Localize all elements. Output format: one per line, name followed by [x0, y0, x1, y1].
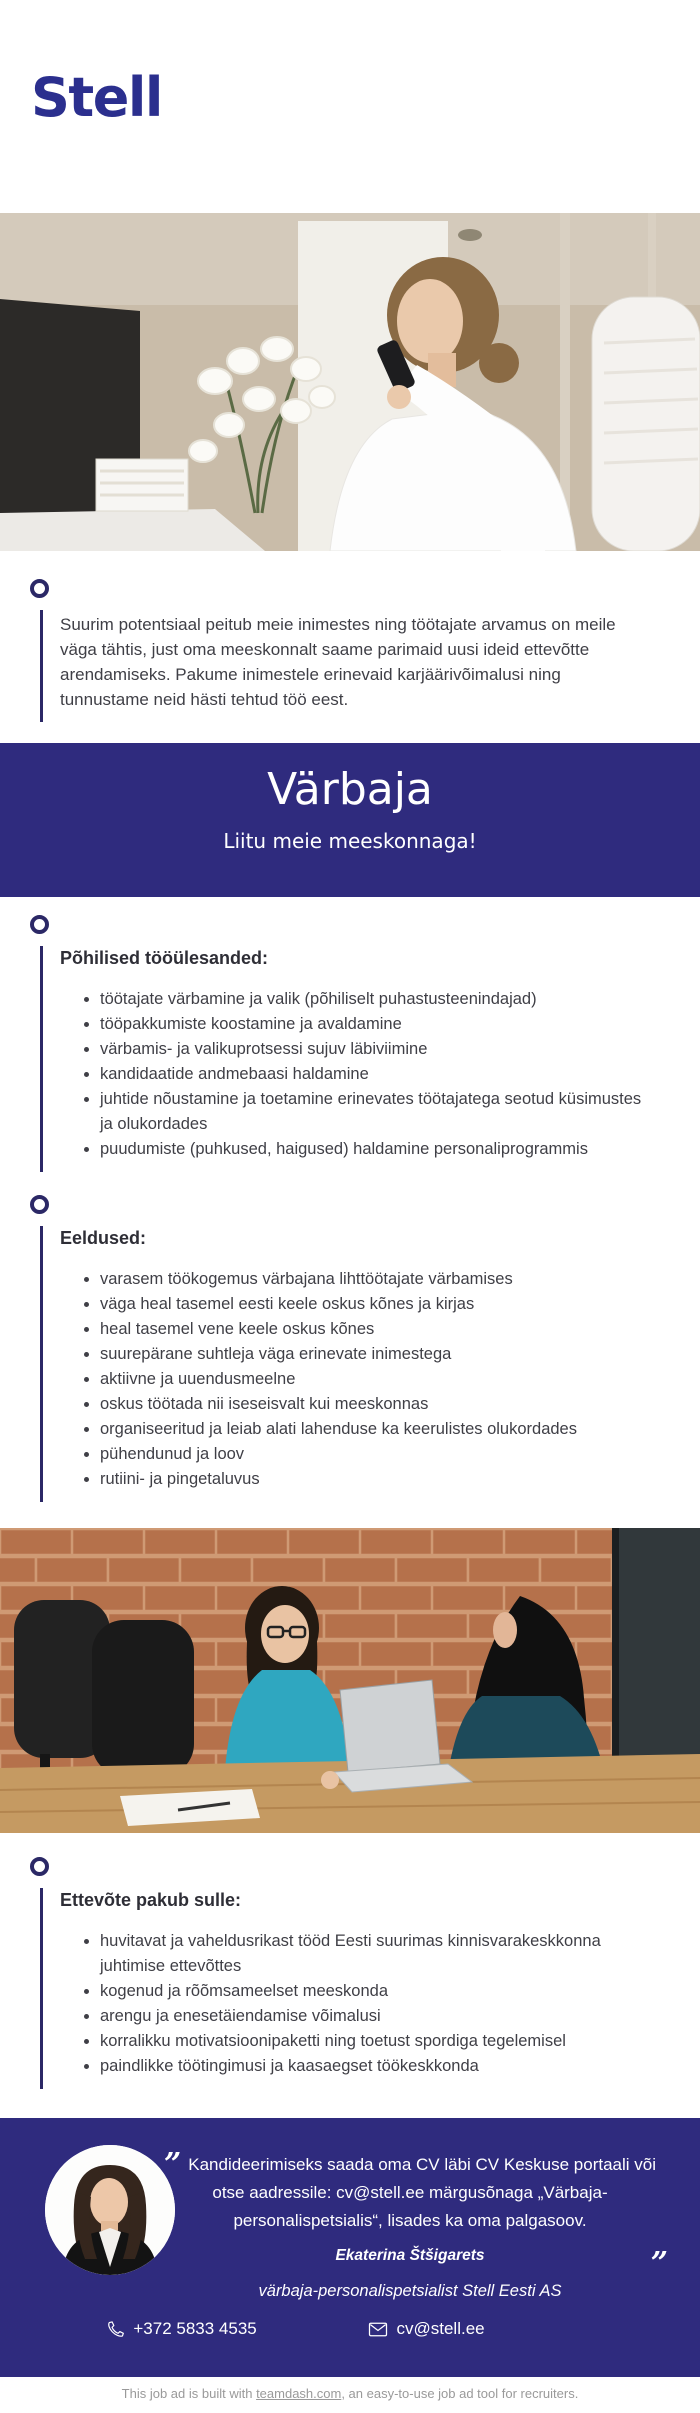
intro-content: [40, 610, 700, 722]
job-subtitle: Liitu meie meeskonnaga!: [223, 829, 477, 853]
list-item: • korralikku motivatsioonipaketti ning toetust spordiga tegelemisel: [100, 2029, 642, 2054]
intro-section: [0, 551, 700, 743]
section-heading: Põhilised tööülesanded:: [60, 948, 269, 968]
list-item: • aktiivne ja uuendusmeelne: [100, 1367, 642, 1392]
job-title-banner: [0, 743, 700, 897]
requirements-content: [40, 1226, 700, 1502]
quote-open-icon: ”: [164, 2147, 182, 2182]
list-item: • puudumiste (puhkused, haigused) haldamine personaliprogrammis: [100, 1137, 642, 1162]
recruiter-avatar: [45, 2145, 175, 2275]
phone-icon: [105, 2320, 124, 2339]
section-requirements: [0, 1180, 700, 1528]
list-item: • töötajate värbamine ja valik (põhiliselt puhastusteenindajad): [100, 987, 642, 1012]
contact-row: [50, 2319, 540, 2339]
list-item: • väga heal tasemel eesti keele oskus kõnes ja kirjas: [100, 1292, 642, 1317]
avatar-illustration: [45, 2145, 175, 2275]
hero-photo-illustration: [0, 213, 700, 551]
tasks-content: [40, 946, 700, 1172]
list-item: • värbamis- ja valikuprotsessi sujuv läbiviimine: [100, 1037, 642, 1062]
section-offer: [0, 1833, 700, 2118]
list-item: • pühendunud ja loov: [100, 1442, 642, 1467]
list-item: • organiseeritud ja leiab alati lahenduse ka keerulistes olukordades: [100, 1417, 642, 1442]
list-item: • suurepärane suhtleja väga erinevate inimestega: [100, 1342, 642, 1367]
bottom-bar: [0, 2377, 700, 2413]
application-quote: [160, 2147, 660, 2235]
list-item: • heal tasemel vene keele oskus kõnes: [100, 1317, 642, 1342]
quote-body: Kandideerimiseks saada oma CV läbi CV Keskuse portaali või otse aadressile: cv@stell.ee märgusõnaga „Värbaja-personalispetsialis“, lisades ka oma palgasoov.: [188, 2155, 656, 2230]
job-title: Värbaja: [267, 764, 433, 815]
recruiter-role: värbaja-personalispetsialist Stell Eesti AS: [258, 2282, 562, 2300]
ring-marker-icon: [30, 915, 49, 934]
section-heading: Ettevõte pakub sulle:: [60, 1890, 242, 1910]
builder-credit-suffix: , an easy-to-use job ad tool for recruiters.: [341, 2386, 579, 2401]
offer-list: [60, 1929, 642, 2079]
list-item: • oskus töötada nii iseseisvalt kui meeskonnas: [100, 1392, 642, 1417]
builder-credit-prefix: This job ad is built with: [121, 2386, 257, 2401]
email-contact[interactable]: [368, 2319, 485, 2339]
list-item: • paindlikke töötingimusi ja kaasaegset töökeskkonda: [100, 2054, 642, 2079]
footer: [0, 2118, 700, 2377]
envelope-icon: [368, 2321, 388, 2338]
list-item: • rutiini- ja pingetaluvus: [100, 1467, 642, 1492]
meeting-photo: [0, 1528, 700, 1833]
phone-number[interactable]: +372 5833 4535: [133, 2319, 257, 2338]
list-item: • juhtide nõustamine ja toetamine erinevates töötajatega seotud küsimustes ja olukordades: [100, 1087, 642, 1137]
stell-logo: Stell: [31, 66, 162, 129]
intro-paragraph: Suurim potentsiaal peitub meie inimestes ning töötajate arvamus on meile väga tähtis, just oma meeskonnalt saame parimaid uusi ideid ettevõtte arendamiseks. Pakume inimestele erinevaid karjäärivõimalusi ning tunnustame neid hästi tehtud töö eest.: [60, 615, 616, 709]
header: [0, 0, 700, 213]
list-item: • huvitavat ja vaheldusrikast tööd Eesti suurimas kinnisvarakeskkonna juhtimise ettevõttes: [100, 1929, 642, 1979]
footer-content: [160, 2118, 660, 2301]
list-item: • kogenud ja rõõmsameelset meeskonda: [100, 1979, 642, 2004]
section-tasks: [0, 897, 700, 1180]
meeting-photo-illustration: [0, 1528, 700, 1833]
list-item: • arengu ja enesetäiendamise võimalusi: [100, 2004, 642, 2029]
ring-marker-icon: [30, 1195, 49, 1214]
phone-contact[interactable]: [105, 2319, 256, 2339]
ring-marker-icon: [30, 1857, 49, 1876]
section-heading: Eeldused:: [60, 1228, 147, 1248]
hero-photo: [0, 213, 700, 551]
email-address[interactable]: cv@stell.ee: [396, 2319, 485, 2338]
list-item: • kandidaatide andmebaasi haldamine: [100, 1062, 642, 1087]
tasks-list: [60, 987, 642, 1162]
offer-content: [40, 1888, 700, 2089]
list-item: • varasem töökogemus värbajana lihttöötajate värbamises: [100, 1267, 642, 1292]
recruiter-name: Ekaterina Štšigarets: [335, 2247, 485, 2264]
list-item: • tööpakkumiste koostamine ja avaldamine: [100, 1012, 642, 1037]
ring-marker-icon: [30, 579, 49, 598]
requirements-list: [60, 1267, 642, 1492]
quote-close-icon: ”: [650, 2246, 668, 2281]
teamdash-link[interactable]: teamdash.com: [256, 2386, 342, 2401]
